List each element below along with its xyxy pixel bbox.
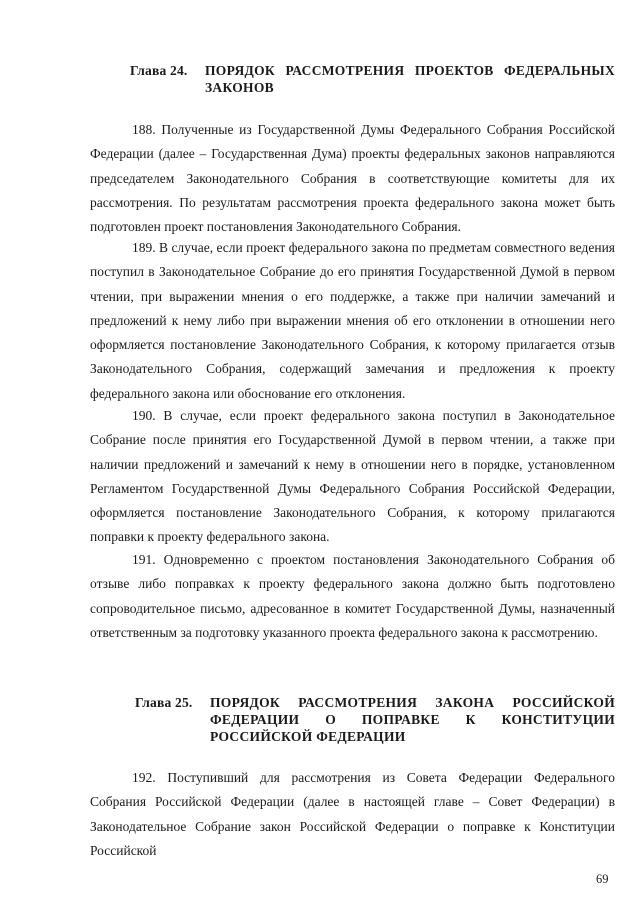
chapter-number: Глава 25. [135,695,193,710]
paragraph-189: 189. В случае, если проект федерального закона по предметам совместного ведения поступил в Законодательное Собрание до его принятия Государственной Думой в первом чтении, при выражении мнения о его поддержке, а также при наличии замечаний и предложений к нему либо при выражении мнения об его отклонении в отношении него оформляется постановление Законодательного Собрания, к которому прилагается отзыв Законодательного Собрания, содержащий замечания и предложения к проекту федерального закона или обоснование его отклонения. [90,240,615,401]
chapter-number: Глава 24. [130,63,188,78]
paragraph-192: 192. Поступивший для рассмотрения из Совета Федерации Федерального Собрания Российской Федерации (далее в настоящей главе – Совет Федерации) в Законодательное Собрание закон Российской Федерации о поправке к Конституции Российской [90,770,615,858]
chapter-title: ПОРЯДОК РАССМОТРЕНИЯ ПРОЕКТОВ ФЕДЕРАЛЬНЫХ ЗАКОНОВ [205,63,615,95]
paragraph-191: 191. Одновременно с проектом постановления Законодательного Собрания об отзыве либо поправках к проекту федерального закона должно быть подготовлено сопроводительное письмо, адресованное в комитет Государственной Думы, назначенный ответственным за подготовку указанного проекта федерального закона к рассмотрению. [90,552,615,640]
chapter-24-heading [130,62,615,96]
paragraph-190: 190. В случае, если проект федерального закона поступил в Законодательное Собрание после принятия его Государственной Думой в первом чтении, а также при наличии предложений и замечаний к нему в отношении него в порядке, установленном Регламентом Государственной Думы Федерального Собрания Российской Федерации, оформляется постановление Законодательного Собрания, к которому прилагаются поправки к проекту федерального закона. [90,408,615,545]
chapter-25-heading [135,694,615,745]
paragraph-188: 188. Полученные из Государственной Думы Федерального Собрания Российской Федерации (далее – Государственная Дума) проекты федеральных законов направляются председателем Законодательного Собрания в соответствующие комитеты для их рассмотрения. По результатам рассмотрения проекта федерального закона может быть подготовлен проект постановления Законодательного Собрания. [90,122,615,235]
chapter-title: ПОРЯДОК РАССМОТРЕНИЯ ЗАКОНА РОССИЙСКОЙ ФЕДЕРАЦИИ О ПОПРАВКЕ К КОНСТИТУЦИИ РОССИЙСКОЙ ФЕДЕРАЦИИ [210,695,615,744]
page-number: 69 [596,872,609,886]
